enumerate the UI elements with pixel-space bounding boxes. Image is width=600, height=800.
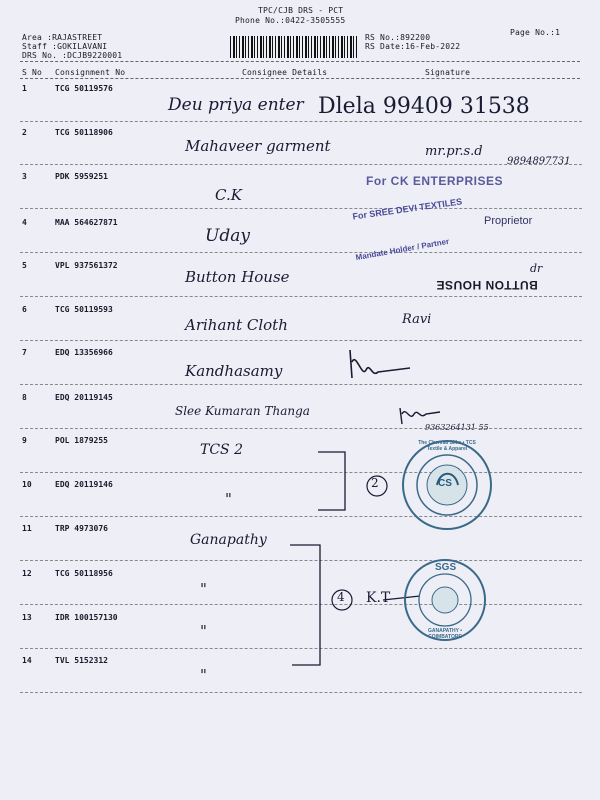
chennai-silks-seal-inner: CS: [438, 478, 452, 489]
consignee-handwritten: C.K: [215, 186, 242, 204]
col-consignee-details: Consignee Details: [242, 68, 328, 77]
kt-initials: K.T: [366, 590, 391, 606]
row-sno: 10: [22, 480, 32, 489]
row-consignment: VPL 937561372: [55, 261, 118, 270]
phone-handwritten: 9894897731: [507, 156, 571, 167]
col-signature: Signature: [425, 68, 471, 77]
consignee-handwritten: Uday: [205, 226, 250, 246]
ck-enterprises-stamp: For CK ENTERPRISES: [366, 174, 504, 188]
row-sno: 11: [22, 524, 32, 533]
signature-scribble: [400, 408, 440, 424]
count-circle: [332, 590, 352, 610]
row-sno: 2: [22, 128, 27, 137]
chennai-silks-seal-text: The Chennai Silks • TCS Textile & Apparel: [418, 440, 476, 452]
consignee-handwritten: ": [200, 580, 207, 598]
row-consignment: TCG 50119593: [55, 305, 113, 314]
mandate-holder-stamp: Mandate Holder / Partner: [354, 236, 450, 263]
header-rs-date: RS Date:16-Feb-2022: [365, 42, 461, 51]
col-sno: S No: [22, 68, 43, 77]
col-consignment-no: Consignment No: [55, 68, 126, 77]
bracket-rows-11-14: [290, 545, 320, 665]
consignee-handwritten: Button House: [185, 268, 290, 286]
row-consignment: EDQ 13356966: [55, 348, 113, 357]
group-count-2: 4: [337, 590, 345, 604]
header-area: Area :RAJASTREET: [22, 33, 103, 42]
row-sno: 5: [22, 261, 27, 270]
button-house-stamp: BUTTON HOUSE: [436, 278, 538, 292]
consignee-handwritten: Arihant Cloth: [185, 316, 288, 334]
row-consignment: PDK 5959251: [55, 172, 108, 181]
row-consignment: TCG 50119576: [55, 84, 113, 93]
row-consignment: EDQ 20119146: [55, 480, 113, 489]
row-consignment: TRP 4973076: [55, 524, 108, 533]
row-sno: 7: [22, 348, 27, 357]
count-circle: [367, 476, 387, 496]
header-drs-no: DRS No. :DCJB9220001: [22, 51, 123, 60]
row-sno: 14: [22, 656, 32, 665]
signature-handwritten: dr: [530, 262, 543, 275]
row-sno: 13: [22, 613, 32, 622]
row-consignment: TCG 50118956: [55, 569, 113, 578]
phone-handwritten: 9363264131 55: [425, 423, 489, 432]
signature-handwritten: mr.pr.s.d: [425, 144, 483, 159]
consignee-handwritten: Slee Kumaran Thanga: [175, 404, 310, 418]
consignee-handwritten: Deu priya enter: [168, 95, 304, 115]
header-title: TPC/CJB DRS - PCT: [258, 6, 344, 15]
sgs-seal-inner: GANAPATHY • COIMBATORE: [428, 628, 462, 640]
consignee-handwritten: Mahaveer garment: [185, 137, 331, 155]
row-consignment: TCG 50118906: [55, 128, 113, 137]
row-consignment: TVL 5152312: [55, 656, 108, 665]
header-rs-no: RS No.:892200: [365, 33, 431, 42]
group-count-1: 2: [371, 476, 379, 490]
signature-handwritten: Dlela 99409 31538: [318, 94, 530, 119]
bracket-rows-9-10: [318, 452, 345, 510]
sgs-seal-text: SGS: [435, 562, 457, 573]
consignee-handwritten: ": [200, 622, 207, 640]
header-page-no: Page No.:1: [510, 28, 561, 37]
row-consignment: MAA 564627871: [55, 218, 118, 227]
row-sno: 9: [22, 436, 27, 445]
row-sno: 8: [22, 393, 27, 402]
row-consignment: EDQ 20119145: [55, 393, 113, 402]
row-sno: 4: [22, 218, 27, 227]
row-consignment: IDR 100157130: [55, 613, 118, 622]
kt-stroke: [383, 596, 420, 600]
header-staff: Staff :GOKILAVANI: [22, 42, 108, 51]
consignee-handwritten: Kandhasamy: [185, 362, 283, 380]
signature-scribble: [350, 350, 410, 378]
consignee-handwritten: Ganapathy: [190, 532, 267, 548]
signature-handwritten: Ravi: [402, 312, 432, 327]
sree-devi-textiles-stamp: For SREE DEVI TEXTILES: [351, 196, 463, 222]
consignee-handwritten: ": [200, 666, 207, 684]
row-sno: 12: [22, 569, 32, 578]
row-sno: 6: [22, 305, 27, 314]
row-sno: 3: [22, 172, 27, 181]
proprietor-stamp: Proprietor: [484, 215, 533, 227]
consignee-handwritten: TCS 2: [200, 442, 243, 458]
consignee-handwritten: ": [225, 490, 232, 508]
row-sno: 1: [22, 84, 27, 93]
row-consignment: POL 1879255: [55, 436, 108, 445]
header-phone: Phone No.:0422-3505555: [235, 16, 346, 25]
